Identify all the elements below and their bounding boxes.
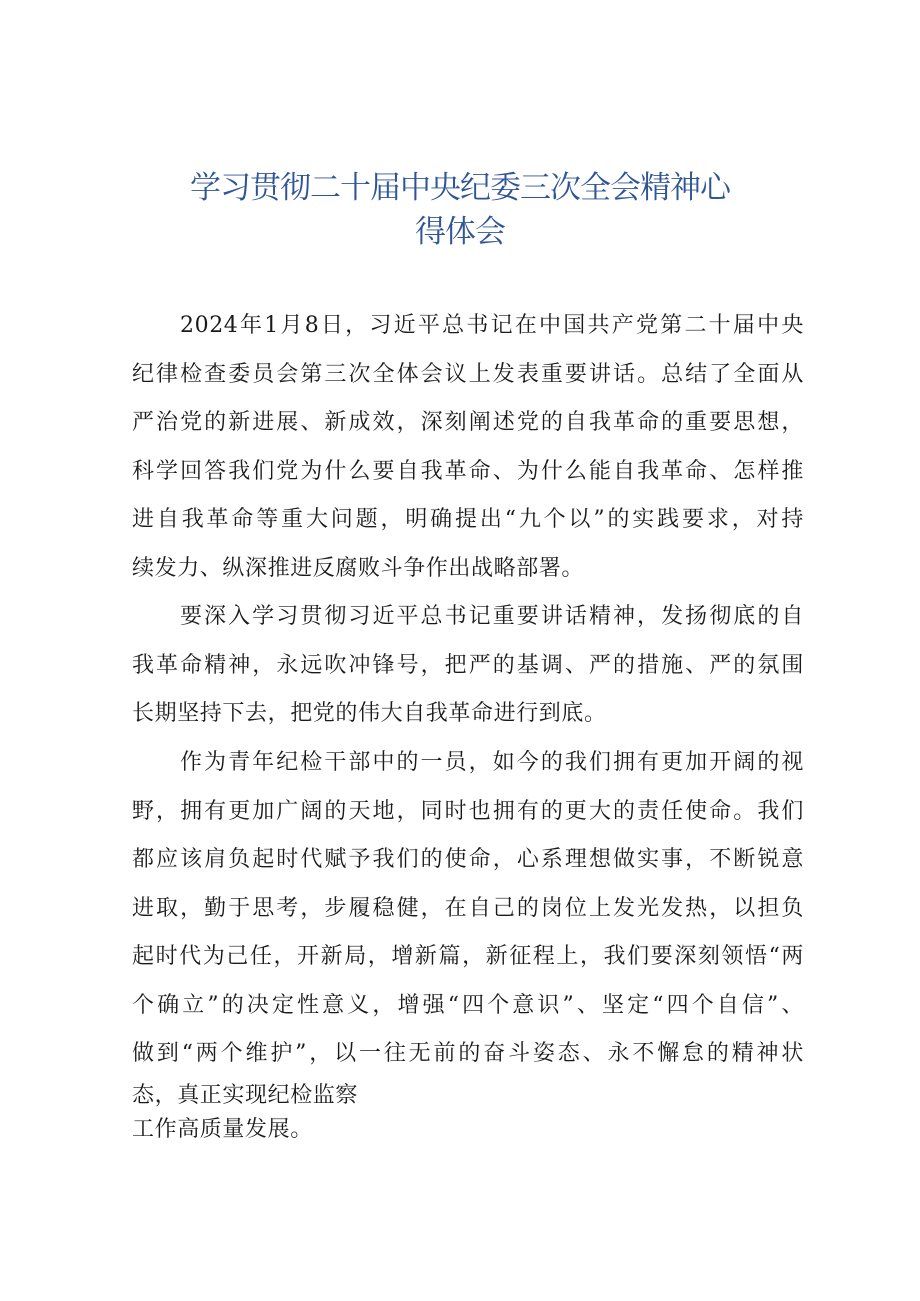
title-line-1: 学习贯彻二十届中央纪委三次全会精神心	[190, 170, 730, 206]
paragraph-3-line-1: 作为青年纪检干部中的一员，如今的我们拥有更加开阔的视	[180, 750, 804, 775]
paragraph-1-line-3: 严治党的新进展、新成效，深刻阐述党的自我革命的重要思想，	[132, 410, 804, 435]
paragraph-1-line-6: 续发力、纵深推进反腐败斗争作出战略部署。	[132, 555, 585, 581]
paragraph-3-line-8: 态，真正实现纪检监察	[132, 1082, 359, 1108]
paragraph-1-line-2: 纪律检查委员会第三次全体会议上发表重要讲话。总结了全面从	[132, 361, 804, 387]
paragraph-1-line-4: 科学回答我们党为什么要自我革命、为什么能自我革命、怎样推	[132, 458, 804, 484]
paragraph-3-line-3: 都应该肩负起时代赋予我们的使命，心系理想做实事，不断锐意	[132, 847, 804, 872]
paragraph-2-line-3: 长期坚持下去，把党的伟大自我革命进行到底。	[132, 701, 607, 726]
paragraph-3-line-6: 个确立”的决定性意义，增强“四个意识”、坚定“四个自信”、	[132, 992, 804, 1018]
paragraph-3-line-4: 进取，勤于思考，步履稳健，在自己的岗位上发光发热，以担负	[132, 895, 804, 921]
paragraph-2	[132, 593, 804, 739]
paragraph-3-line-5: 起时代为己任，开新局，增新篇，新征程上，我们要深刻领悟“两	[132, 944, 804, 969]
paragraph-3-line-9: 工作高质量发展。	[132, 1116, 313, 1142]
paragraph-1-line-1: 2024年1月8日，习近平总书记在中国共产党第二十届中央	[180, 313, 804, 338]
paragraph-3	[132, 739, 804, 1147]
paragraph-1	[132, 302, 804, 593]
paragraph-2-line-2: 我革命精神，永远吹冲锋号，把严的基调、严的措施、严的氛围	[132, 652, 804, 678]
paragraph-3-line-2: 野，拥有更加广阔的天地，同时也拥有的更大的责任使命。我们	[132, 798, 804, 824]
paragraph-2-line-1: 要深入学习贯彻习近平总书记重要讲话精神，发扬彻底的自	[180, 604, 804, 629]
paragraph-3-line-7: 做到“两个维护”，以一往无前的奋斗姿态、永不懈怠的精神状	[132, 1041, 804, 1066]
paragraph-1-line-5: 进自我革命等重大问题，明确提出“九个以”的实践要求，对持	[132, 507, 804, 532]
title-line-2: 得体会	[415, 214, 505, 250]
document-title	[100, 166, 820, 254]
